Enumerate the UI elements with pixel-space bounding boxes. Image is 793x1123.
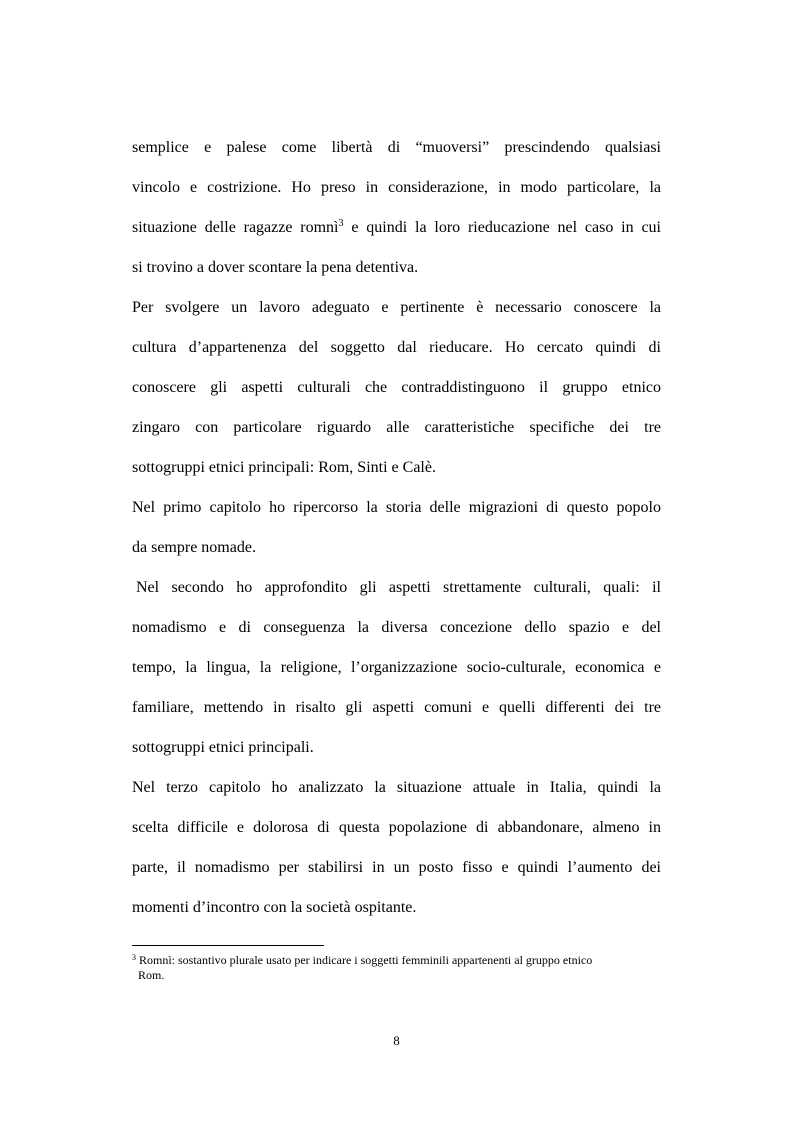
text-line: semplice e palese come libertà di “muoversi” prescindendo qualsiasi [132, 139, 661, 156]
paragraph-1 [132, 128, 661, 288]
text-line: Nel terzo capitolo ho analizzato la situazione attuale in Italia, quindi la [132, 779, 661, 796]
text-line [132, 208, 661, 248]
text-line: parte, il nomadismo per stabilirsi in un posto fisso e quindi l’aumento dei [132, 859, 661, 876]
paragraph-3 [132, 488, 661, 568]
text-line: momenti d’incontro con la società ospitante. [132, 899, 417, 916]
text-line: cultura d’appartenenza del soggetto dal rieducare. Ho cercato quindi di [132, 339, 661, 356]
text-line [132, 568, 661, 608]
footnote-text: Romnì: sostantivo plurale usato per indicare i soggetti femminili appartenenti al gruppo etnico [136, 953, 593, 967]
paragraph-2 [132, 288, 661, 488]
text-fragment: e quindi la loro rieducazione nel caso in cui [343, 219, 662, 236]
text-line: tempo, la lingua, la religione, l’organizzazione socio-culturale, economica e [132, 659, 661, 676]
text-line: vincolo e costrizione. Ho preso in considerazione, in modo particolare, la [132, 179, 661, 196]
text-line: conoscere gli aspetti culturali che contraddistinguono il gruppo etnico [132, 379, 661, 396]
page-number: 8 [393, 1033, 400, 1048]
text-line: Per svolgere un lavoro adeguato e pertinente è necessario conoscere la [132, 299, 661, 316]
text-line: si trovino a dover scontare la pena detentiva. [132, 259, 419, 276]
footnote-separator [132, 945, 324, 946]
footnote-reference: 3 [338, 218, 344, 229]
text-fragment: Nel secondo ho approfondito gli aspetti strettamente culturali, quali: il [136, 579, 661, 596]
text-fragment: situazione delle ragazze romnì [132, 219, 339, 236]
text-line: zingaro con particolare riguardo alle caratteristiche specifiche dei tre [132, 419, 661, 436]
text-line: da sempre nomade. [132, 539, 256, 556]
footnote [132, 953, 661, 983]
document-body [132, 128, 661, 928]
text-line: nomadismo e di conseguenza la diversa concezione dello spazio e del [132, 619, 661, 636]
text-line: Nel primo capitolo ho ripercorso la storia delle migrazioni di questo popolo [132, 499, 661, 516]
footnote-marker: 3 [132, 953, 136, 962]
footnote-line: Rom. [138, 968, 165, 982]
text-line: sottogruppi etnici principali. [132, 739, 314, 756]
footnote-line [132, 953, 661, 968]
text-line: scelta difficile e dolorosa di questa popolazione di abbandonare, almeno in [132, 819, 661, 836]
paragraph-4 [132, 568, 661, 768]
text-line: familiare, mettendo in risalto gli aspetti comuni e quelli differenti dei tre [132, 699, 661, 716]
paragraph-5 [132, 768, 661, 928]
text-line: sottogruppi etnici principali: Rom, Sinti e Calè. [132, 459, 436, 476]
